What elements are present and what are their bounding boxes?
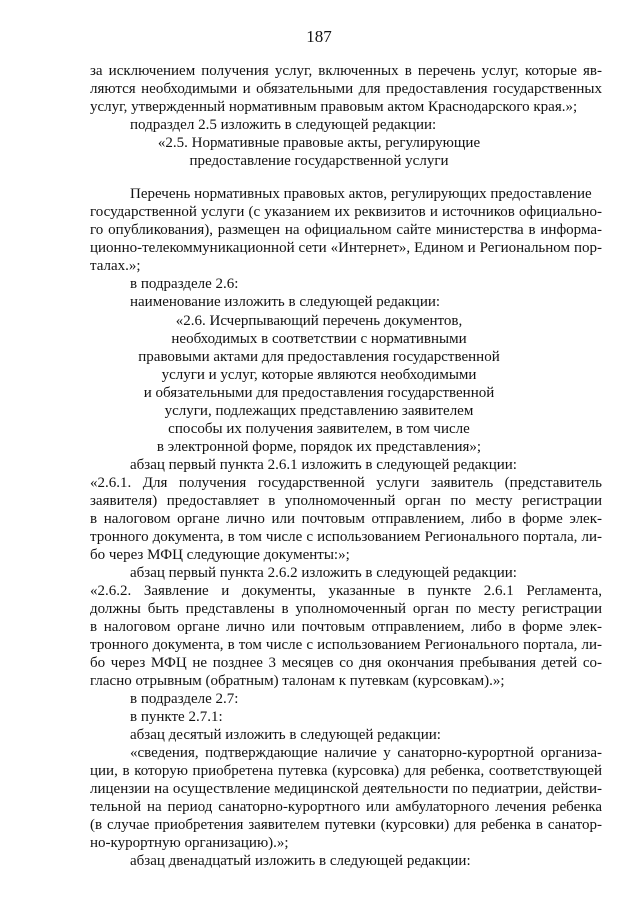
text-line: ционно-телекоммуникационной сети «Интернет», Едином и Региональном пор- <box>90 240 602 256</box>
heading-line: необходимых в соответствии с нормативными <box>171 331 467 347</box>
text-line: (в случае приобретения заявителем путевки (курсовки) для ребенка в санатор- <box>90 817 602 833</box>
text-line: ции, в которую приобретена путевка (курсовка) для ребенка, соответствующей <box>90 763 602 779</box>
text-line: талах.»; <box>90 258 141 274</box>
text-line: абзац первый пункта 2.6.2 изложить в следующей редакции: <box>130 565 517 581</box>
text-line: в налоговом органе лично или почтовым отправлением, либо в форме элек- <box>90 511 602 527</box>
text-line: в подразделе 2.6: <box>130 276 239 292</box>
text-line: бо через МФЦ следующие документы:»; <box>90 547 350 563</box>
text-line: должны быть представлены в уполномоченный орган по месту регистрации <box>90 601 602 617</box>
text-line: тельной на период санаторно-курортного или амбулаторного лечения ребенка <box>90 799 602 815</box>
text-line: в налоговом органе лично или почтовым отправлением, либо в форме элек- <box>90 619 602 635</box>
text-line: в пункте 2.7.1: <box>130 709 223 725</box>
text-line: государственной услуги (с указанием их реквизитов и источников официально- <box>90 204 602 220</box>
text-line: услуг, утвержденный нормативным правовым актом Краснодарского края.»; <box>90 99 578 115</box>
text-line: тронного документа, в том числе с использованием Регионального портала, ли- <box>90 637 602 653</box>
text-line: гласно отрывным (обратным) талонам к путевкам (курсовкам).»; <box>90 673 505 689</box>
heading-line: правовыми актами для предоставления государственной <box>138 349 500 365</box>
text-line: наименование изложить в следующей редакции: <box>130 294 441 310</box>
text-line: за исключением получения услуг, включенных в перечень услуг, которые яв- <box>90 63 602 79</box>
heading-line: «2.6. Исчерпывающий перечень документов, <box>175 313 463 329</box>
heading-line: услуги, подлежащих представлению заявителем <box>164 403 474 419</box>
page-number: 187 <box>306 27 332 46</box>
text-line: «сведения, подтверждающие наличие у санаторно-курортной организа- <box>130 745 602 761</box>
text-line: «2.6.2. Заявление и документы, указанные в пункте 2.6.1 Регламента, <box>90 583 602 599</box>
text-line: в подразделе 2.7: <box>130 691 239 707</box>
text-line: тронного документа, в том числе с использованием Регионального портала, ли- <box>90 529 602 545</box>
text-line: «2.6.1. Для получения государственной услуги заявитель (представитель <box>90 475 602 491</box>
text-line: подраздел 2.5 изложить в следующей редакции: <box>130 117 437 133</box>
text-line: го опубликования), размещен на официальном сайте министерства в информа- <box>90 222 602 238</box>
heading-line: услуги и услуг, которые являются необходимыми <box>161 367 477 383</box>
text-line: Перечень нормативных правовых актов, регулирующих предоставление <box>130 186 592 202</box>
heading-line: в электронной форме, порядок их представления»; <box>156 439 482 455</box>
heading-line: способы их получения заявителем, в том числе <box>168 421 470 437</box>
text-line: абзац первый пункта 2.6.1 изложить в следующей редакции: <box>130 457 517 473</box>
text-line: но-курортную организацию).»; <box>90 835 289 851</box>
text-line: бо через МФЦ не позднее 3 месяцев со дня окончания пребывания детей со- <box>90 655 602 671</box>
heading-line: предоставление государственной услуги <box>189 153 449 169</box>
heading-line: и обязательными для предоставления государственной <box>143 385 495 401</box>
text-line: ляются необходимыми и обязательными для предоставления государственных <box>90 81 602 97</box>
text-line: абзац двенадцатый изложить в следующей редакции: <box>130 853 471 869</box>
text-line: заявителя) предоставляет в уполномоченный орган по месту регистрации <box>90 493 602 509</box>
text-line: абзац десятый изложить в следующей редакции: <box>130 727 441 743</box>
heading-line: «2.5. Нормативные правовые акты, регулирующие <box>157 135 481 151</box>
text-line: лицензии на осуществление медицинской деятельности по педиатрии, действи- <box>90 781 602 797</box>
